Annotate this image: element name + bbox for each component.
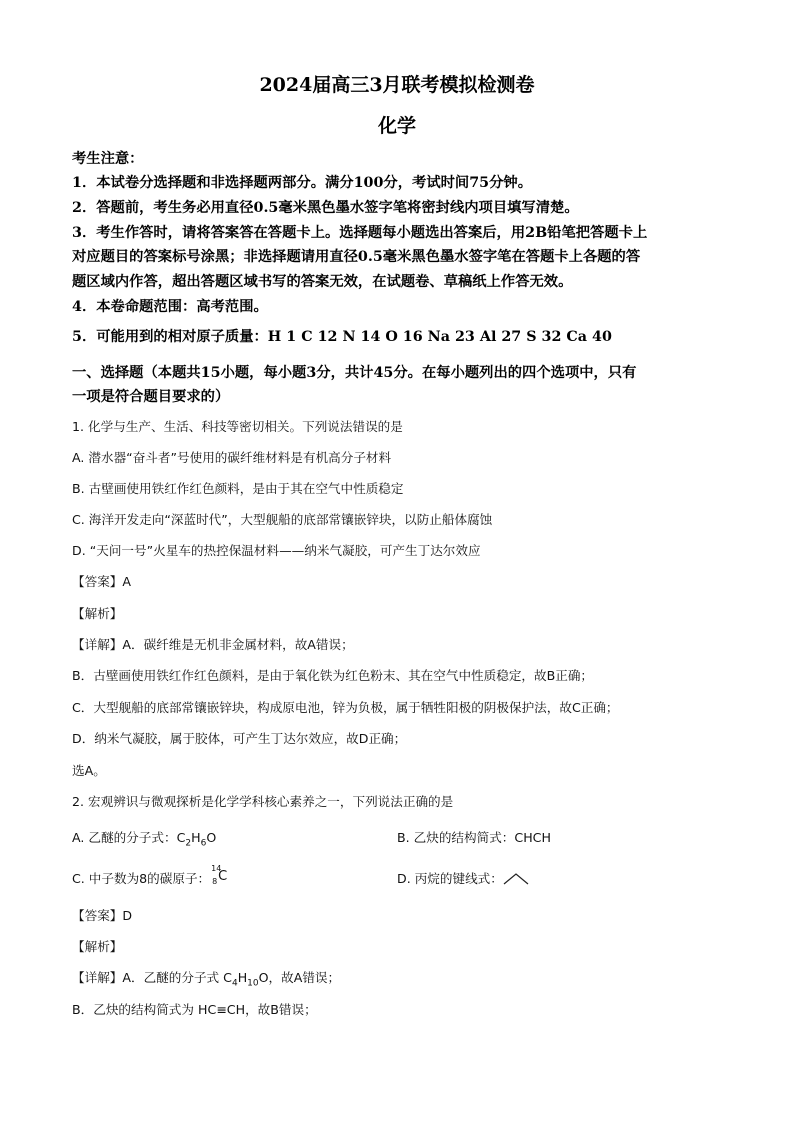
q1-detail-4: D．纳米气凝胶，属于胶体，可产生丁达尔效应，故D正确； bbox=[72, 731, 407, 746]
notice-item-3-cont-1: 对应题目的答案标号涂黑；非选择题请用直径0.5毫米黑色墨水签字笔在答题卡上各题的答 bbox=[72, 249, 641, 265]
section-heading-line2: 一项是符合题目要求的） bbox=[72, 389, 230, 405]
q1-option-b: B. 古壁画使用铁红作红色颜料，是由于其在空气中性质稳定 bbox=[72, 481, 404, 496]
q1-detail-5: 选A。 bbox=[72, 763, 106, 778]
q2-stem: 2. 宏观辨识与微观探析是化学学科核心素养之一，下列说法正确的是 bbox=[72, 794, 454, 809]
section-heading-line1: 一、选择题（本题共15小题，每小题3分，共计45分。在每小题列出的四个选项中，只有 bbox=[72, 365, 637, 381]
q2-detail-1 bbox=[72, 967, 341, 989]
q1-detail-1: 【详解】A．碳纤维是无机非金属材料，故A错误； bbox=[72, 637, 354, 652]
q1-detail-2: B．古壁画使用铁红作红色颜料，是由于氧化铁为红色粉末、其在空气中性质稳定，故B正确； bbox=[72, 668, 594, 683]
nuclide-symbol bbox=[210, 864, 228, 887]
notice-item-1: 1．本试卷分选择题和非选择题两部分。满分100分，考试时间75分钟。 bbox=[72, 175, 532, 191]
nuclide-element: C bbox=[218, 869, 228, 884]
notice-item-4: 4．本卷命题范围：高考范围。 bbox=[72, 299, 268, 315]
formula-h: H bbox=[191, 830, 201, 845]
answer-value: D bbox=[122, 908, 133, 923]
q2-option-d bbox=[397, 868, 529, 887]
q2-option-c-label: C. 中子数为8的碳原子： bbox=[72, 871, 211, 886]
q2-answer bbox=[72, 905, 132, 924]
q1-option-a: A. 潜水器“奋斗者”号使用的碳纤维材料是有机高分子材料 bbox=[72, 450, 392, 465]
q2-option-c bbox=[72, 864, 228, 887]
propane-skeletal-formula-icon bbox=[503, 872, 529, 886]
notice-item-5: 5．可能用到的相对原子质量：H 1 C 12 N 14 O 16 Na 23 Al 27 S 32 Ca 40 bbox=[72, 329, 612, 345]
answer-tag: 【答案】 bbox=[72, 574, 123, 589]
q2-option-d-label: D. 丙烷的键线式： bbox=[397, 871, 503, 886]
formula-c: C bbox=[176, 830, 186, 845]
q1-stem: 1. 化学与生产、生活、科技等密切相关。下列说法错误的是 bbox=[72, 419, 403, 434]
detail-sub: 4 bbox=[231, 978, 238, 989]
detail-text: 【详解】A．乙醚的分子式 C bbox=[72, 970, 232, 985]
notice-item-2: 2．答题前，考生务必用直径0.5毫米黑色墨水签字笔将密封线内项目填写清楚。 bbox=[72, 200, 579, 216]
answer-tag: 【答案】 bbox=[72, 908, 123, 923]
q1-detail-3: C．大型舰船的底部常镶嵌锌块，构成原电池，锌为负极，属于牺牲阳极的阴极保护法，故C正确； bbox=[72, 700, 619, 715]
q2-detail-2: B．乙炔的结构简式为 HC≡CH，故B错误； bbox=[72, 1002, 317, 1017]
q2-option-b: B. 乙炔的结构简式：CHCH bbox=[397, 830, 551, 845]
answer-value: A bbox=[122, 574, 131, 589]
nuclide-atomic: 8 bbox=[212, 877, 218, 886]
q2-analysis-tag: 【解析】 bbox=[72, 939, 123, 954]
nuclide-mass: 14 bbox=[211, 864, 222, 873]
detail-text: O，故A错误； bbox=[258, 970, 341, 985]
notice-item-3: 3．考生作答时，请将答案答在答题卡上。选择题每小题选出答案后，用2B铅笔把答题卡上 bbox=[72, 225, 648, 241]
notice-item-3-cont-2: 题区域内作答，超出答题区域书写的答案无效，在试题卷、草稿纸上作答无效。 bbox=[72, 274, 573, 290]
formula-h-sub: 6 bbox=[200, 838, 207, 849]
q1-option-c: C. 海洋开发走向“深蓝时代”，大型舰船的底部常镶嵌锌块，以防止船体腐蚀 bbox=[72, 512, 493, 527]
formula-o: O bbox=[206, 830, 217, 845]
subject-title: 化学 bbox=[377, 115, 416, 137]
formula-c-sub: 2 bbox=[185, 838, 192, 849]
detail-text: H bbox=[237, 970, 248, 985]
detail-sub: 10 bbox=[247, 978, 259, 989]
q2-option-a-label: A. 乙醚的分子式： bbox=[72, 830, 177, 845]
q1-analysis-tag: 【解析】 bbox=[72, 606, 123, 621]
notice-heading: 考生注意： bbox=[72, 151, 144, 167]
q1-option-d: D. “天问一号”火星车的热控保温材料——纳米气凝胶，可产生丁达尔效应 bbox=[72, 543, 481, 558]
q2-option-a bbox=[72, 827, 217, 849]
q1-answer bbox=[72, 571, 131, 590]
page-title: 2024届高三3月联考模拟检测卷 bbox=[259, 74, 535, 96]
